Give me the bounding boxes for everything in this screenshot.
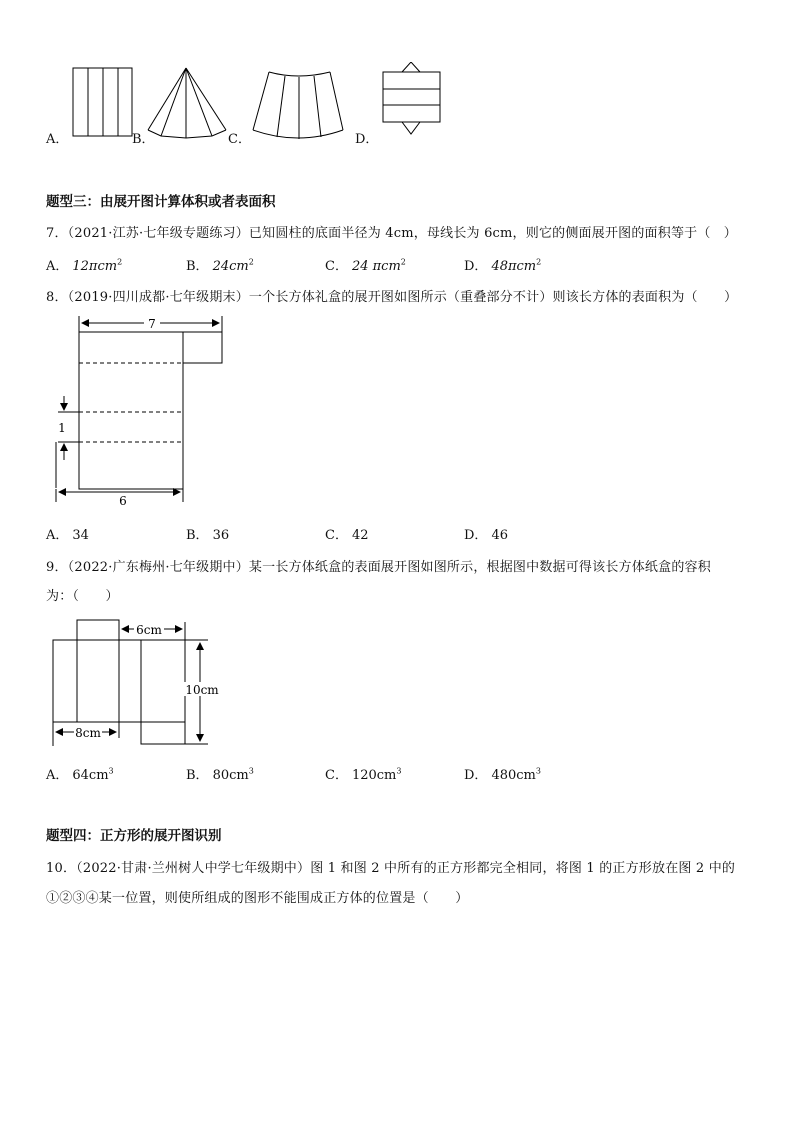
q8-stem: 8．（2019·四川成都·七年级期末）一个长方体礼盒的展开图如图所示（重叠部分不计）则该长方体的表面积为（ ） [46, 290, 738, 305]
q7-option-d[interactable]: D． 48πcm$^2$ [464, 257, 542, 274]
q8-option-c[interactable]: C． 42 [325, 528, 369, 543]
q9-figure [46, 612, 246, 752]
q6-option-c-label[interactable]: C． [228, 132, 251, 147]
q7-option-c[interactable]: C． 24 πcm$^2$ [325, 257, 406, 274]
q9-label-side: 10cm [185, 683, 219, 697]
q8-label-side: 1 [58, 421, 66, 435]
q8-label-bottom: 6 [119, 494, 127, 508]
section-4-title: 题型四：正方形的展开图识别 [46, 828, 222, 844]
q9-option-b[interactable]: B． $80cm^3$ [186, 766, 254, 783]
q8-label-top: 7 [148, 317, 156, 331]
q6-option-d-label[interactable]: D． [355, 132, 379, 147]
q9-label-bottom: 8cm [75, 726, 101, 740]
q9-label-top: 6cm [136, 623, 162, 637]
q7-option-a[interactable]: A． 12πcm$^2$ [46, 257, 123, 274]
q8-figure [46, 312, 246, 512]
q9-stem-line2: 为：（ ） [46, 589, 119, 604]
q9-stem-line1: 9．（2022·广东梅州·七年级期中）某一长方体纸盒的表面展开图如图所示，根据图中数据可得该长方体纸盒的容积 [46, 560, 711, 575]
q6-figure-c [253, 72, 343, 139]
q6-figure-d [383, 62, 440, 134]
q6-figure-b [148, 68, 226, 138]
section-3-title: 题型三：由展开图计算体积或者表面积 [46, 194, 276, 210]
q8-option-d[interactable]: D． 46 [464, 528, 508, 543]
q9-option-c[interactable]: C． $120cm^3$ [325, 766, 402, 783]
q6-figure-a [73, 68, 132, 136]
q6-option-a-label[interactable]: A． [46, 132, 69, 147]
q10-stem-line1: 10．（2022·甘肃·兰州树人中学七年级期中）图 1 和图 2 中所有的正方形都完全相同，将图 1 的正方形放在图 2 中的 [46, 861, 736, 876]
q9-option-a[interactable]: A． $64cm^3$ [46, 766, 114, 783]
q8-option-a[interactable]: A． 34 [46, 528, 89, 543]
q8-option-b[interactable]: B． 36 [186, 528, 230, 543]
q9-option-d[interactable]: D． $480cm^3$ [464, 766, 541, 783]
q7-stem: 7．（2021·江苏·七年级专题练习）已知圆柱的底面半径为 4cm，母线长为 6cm，则它的侧面展开图的面积等于（ ） [46, 226, 737, 241]
q6-option-b-label[interactable]: B． [132, 132, 155, 147]
q7-option-b[interactable]: B． $24cm^2$ [186, 257, 254, 274]
q10-stem-line2: ①②③④某一位置，则使所组成的图形不能围成正方体的位置是（ ） [46, 891, 469, 906]
